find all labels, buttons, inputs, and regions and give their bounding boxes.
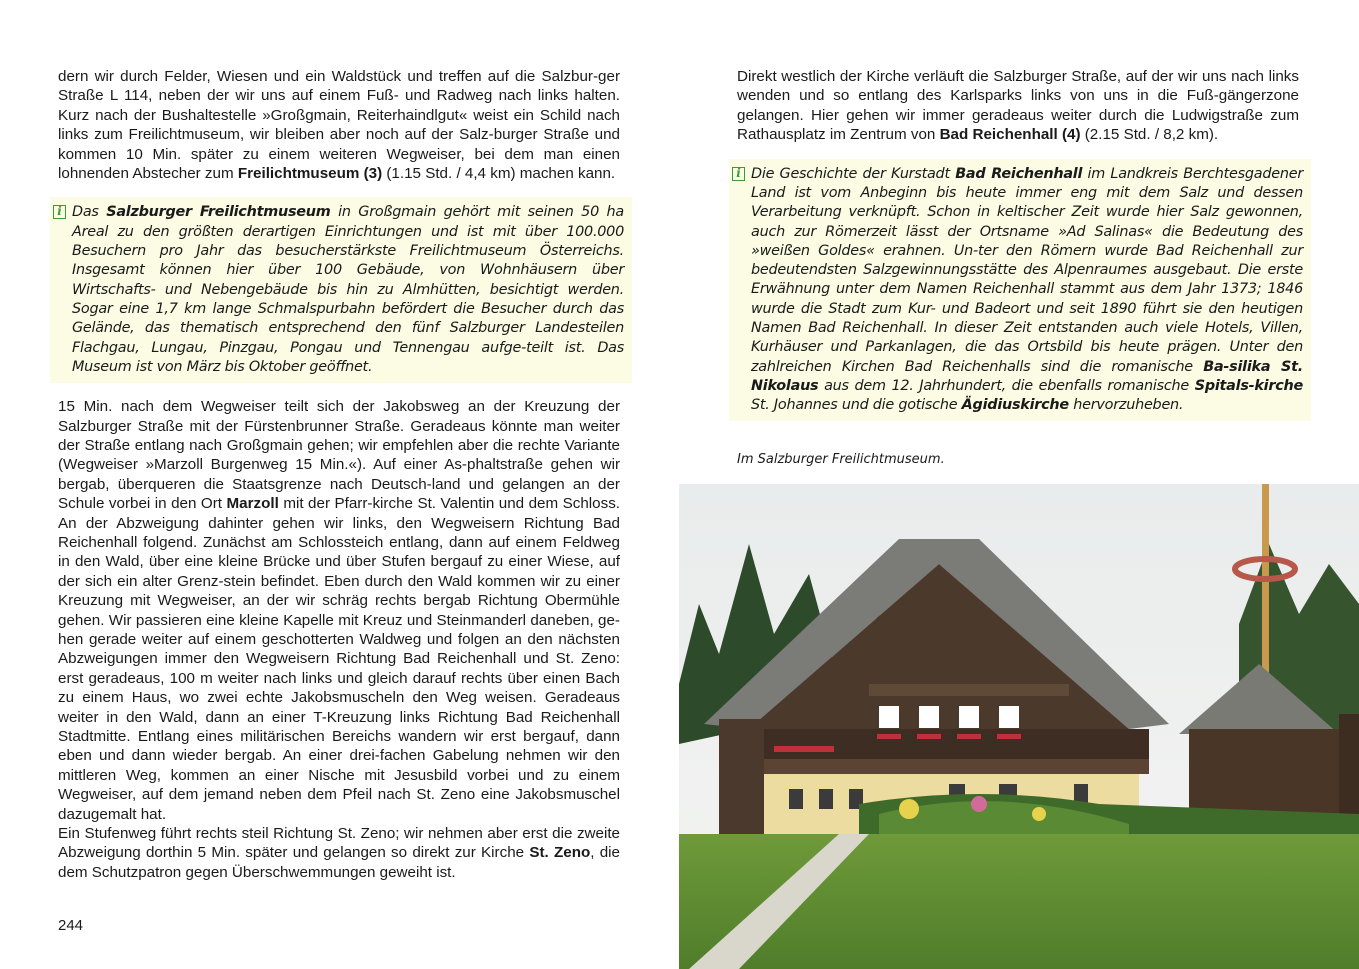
page-number: 244 xyxy=(58,917,84,934)
emphasis: St. Zeno xyxy=(529,844,591,862)
emphasis: Spitals-kirche xyxy=(1194,377,1303,394)
info-box-bad-reichenhall xyxy=(729,159,1311,422)
left-paragraph-2: 15 Min. nach dem Wegweiser teilt sich der Jakobsweg an der Kreuzung der Salzburger Straße mit der Fürstenbrunner Straße. Geradeaus könnte man weiter der Straße entlang nach Großgmain gehen; wir empfehlen aber die rechte Variante (Wegweiser »Marzoll Burgenweg 15 Min.«). Auf einer As-phaltstraße gehen wir bergab, überqueren die Staatsgrenze nach Deutsch-land und gelangen an der Schule vorbei in den Ort Marzoll mit der Pfarr-kirche St. Valentin und dem Schloss. An der Abzweigung dahinter gehen wir links, den Wegweisern Richtung Bad Reichenhall folgend. Zunächst am Schlossteich entlang, dann auf einem Feldweg in den Wald, über eine kleine Brücke und über Stufen bergauf zu einer Wiese, auf der sich ein alter Grenz-stein befindet. Eben durch den Wald kommen wir zu einer Kreuzung mit Wegweiser, an der wir schräg rechts bergab Richtung Obermühle gehen. Wir passieren eine kleine Kapelle mit Kreuz und Steinmanderl daneben, ge-hen gerade weiter auf einem geschotterten Waldweg und folgen an den nächsten Abzweigungen immer den Wegweisern Richtung Bad Reichenhall und St. Zeno: erst geradeaus, 100 m weiter nach links und gleich darauf rechts über einen Bach zu einem Haus, wo zwei echte Jakobsmuscheln den Weg weisen. Geradeaus weiter in den Wald, dann an einer T-Kreuzung links Richtung Bad Reichenhall Stadtmitte. Entlang eines militärischen Bereichs wandern wir erst bergauf, dann eben und dann wieder bergab. An einer drei-fachen Gabelung nehmen wir den mittleren Weg, kommen an einer Nische mit Jesusbild vorbei und zu einem Wegweiser, auf dem jemand neben dem Pfeil nach St. Zeno eine Jakobsmuschel dazugemalt hat. xyxy=(58,398,621,823)
emphasis: Marzoll xyxy=(226,495,279,513)
info-box-freilichtmuseum xyxy=(50,197,632,383)
emphasis: Bad Reichenhall xyxy=(955,165,1083,182)
left-column xyxy=(57,67,624,882)
info-icon: i xyxy=(53,205,66,219)
info-text-bad-reichenhall: Die Geschichte der Kurstadt Bad Reichenhall im Landkreis Berchtesgadener Land ist vom Anbeginn bis heute immer eng mit dem Salz und dessen Verarbeitung verknüpft. Schon in keltischer Zeit wurde hier Salz gewonnen, auch zur Römerzeit lässt der Ortsname »Ad Salinas« die Bedeutung des »weißen Goldes« erahnen. Un-ter den Römern wurde Bad Reichenhall zur bedeutendsten Salzgewinnungsstätte des Alpenraumes ausgebaut. Die erste Erwähnung unter dem Namen Reichenhall stammt aus dem Jahr 1373; 1846 wurde die Stadt zum Kur- und Badeort und seit 1890 führt sie den heutigen Namen Bad Reichenhall. In dieser Zeit entstanden auch viele Hotels, Villen, Kurhäuser und Parkanlagen, die das Ortsbild bis heute prägen. Unter den zahlreichen Kirchen Bad Reichenhalls sind die romanische Ba-silika St. Nikolaus aus dem 12. Jahrhundert, die ebenfalls romanische Spitals-kirche St. Johannes und die gotische Ägidiuskirche hervorzuheben. xyxy=(751,165,1303,414)
left-paragraph-3: Ein Stufenweg führt rechts steil Richtung St. Zeno; wir nehmen aber erst die zweite Abzweigung dorthin 5 Min. später und gelangen so direkt zur Kirche St. Zeno, die dem Schutzpatron gegen Überschwemmungen geweiht ist. xyxy=(58,825,620,881)
emphasis: Bad Reichenhall (4) xyxy=(939,126,1081,144)
emphasis: Ba-silika St. Nikolaus xyxy=(751,358,1303,394)
right-column xyxy=(736,67,1303,421)
left-paragraph-1: dern wir durch Felder, Wiesen und ein Waldstück und treffen auf die Salzbur-ger Straße L 114, neben der wir uns auf einem Fuß- und Radweg nach links halten. Kurz nach der Bushaltestelle »Großgmain, Reiterhaindlgut« weist ein Schild nach links zum Freilichtmuseum, wir bleiben aber noch auf der Salz-burger Straße und kommen 10 Min. später zu einem weiteren Wegweiser, bei dem man einen lohnenden Abstecher zum Freilichtmuseum (3) (1.15 Std. / 4,4 km) machen kann. xyxy=(58,68,620,183)
farmhouse-photo xyxy=(679,484,1359,969)
emphasis: Salzburger Freilichtmuseum xyxy=(106,204,331,221)
emphasis: Freilichtmuseum (3) xyxy=(237,165,383,183)
emphasis: Ägidiuskirche xyxy=(961,397,1069,414)
photo-caption: Im Salzburger Freilichtmuseum. xyxy=(737,452,945,467)
info-text-freilichtmuseum: Das Salzburger Freilichtmuseum in Großgmain gehört mit seinen 50 ha Areal zu den größten derartigen Einrichtungen und ist mit über 100.000 Besuchern pro Jahr das besucherstärkste Freilichtmuseum Österreichs. Insgesamt können hier über 100 Gebäude, von Wohnhäusern über Wirtschafts- und Nebengebäude bis hin zu Almhütten, besichtigt werden. Sogar eine 1,7 km lange Schmalspurbahn befördert die Besucher durch das Gelände, das thematisch entsprechend den fünf Salzburger Landesteilen Flachgau, Lungau, Pinzgau, Pongau und Tennengau aufge-teilt ist. Das Museum ist von März bis Oktober geöffnet. xyxy=(72,204,624,375)
info-icon: i xyxy=(732,167,745,181)
right-paragraph-1: Direkt westlich der Kirche verläuft die Salzburger Straße, auf der wir uns nach links wenden und so entlang des Karlsparks links von uns in die Fuß-gängerzone gelangen. Hier gehen wir immer geradeaus weiter durch die Ludwigstraße zum Rathausplatz im Zentrum von Bad Reichenhall (4) (2.15 Std. / 8,2 km). xyxy=(737,68,1299,144)
